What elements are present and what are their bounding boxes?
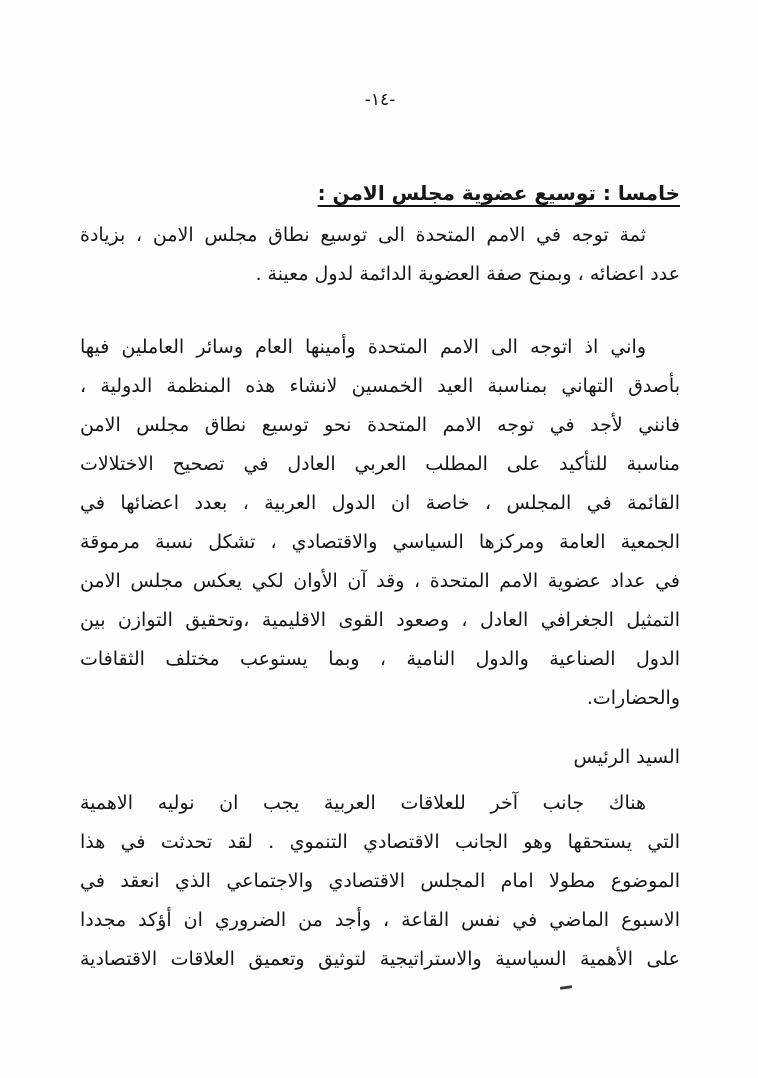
text-line: الموضوع مطولا امام المجلس الاقتصادي والاجتماعي الذي انعقد في: [80, 870, 680, 892]
text-line: القائمة في المجلس ، خاصة ان الدول العربية ، بعدد اعضائها في: [80, 492, 680, 514]
salutation-subheading: السيد الرئيس: [573, 746, 680, 768]
text-line: على الأهمية السياسية والاستراتيجية لتوثيق وتعميق العلاقات الاقتصادية: [80, 948, 680, 970]
text-line: مناسبة للتأكيد على المطلب العربي العادل في تصحيح الاختلالات: [80, 453, 680, 475]
text-line: ثمة توجه في الامم المتحدة الى توسيع نطاق مجلس الامن ، بزيادة: [80, 224, 646, 246]
page-number: -١٤-: [364, 90, 396, 110]
text-line: عدد اعضائه ، وبمنح صفة العضوية الدائمة لدول معينة .: [255, 263, 680, 285]
text-line: في عداد عضوية الامم المتحدة ، وقد آن الأوان لكي يعكس مجلس الامن: [80, 570, 680, 592]
text-line: هناك جانب آخر للعلاقات العربية يجب ان نوليه الاهمية: [80, 792, 646, 814]
text-line: فانني لأجد في توجه الامم المتحدة نحو توسيع نطاق مجلس الامن: [80, 414, 680, 436]
paragraph-1: [80, 216, 680, 294]
text-line: بأصدق التهاني بمناسبة العيد الخمسين لانشاء هذه المنظمة الدولية ،: [80, 375, 680, 397]
text-line: واني اذ اتوجه الى الامم المتحدة وأمينها العام وسائر العاملين فيها: [80, 336, 646, 358]
paragraph-2: [80, 328, 680, 718]
text-line: التي يستحقها وهو الجانب الاقتصادي التنموي . لقد تحدثت في هذا: [80, 831, 680, 853]
text-line: الاسبوع الماضي في نفس القاعة ، وأجد من الضروري ان أؤكد مجددا: [80, 909, 680, 931]
paragraph-3: [80, 784, 680, 979]
scan-artifact-mark: [560, 985, 572, 990]
text-line: والحضارات.: [586, 687, 680, 709]
section-heading: خامسا : توسيع عضوية مجلس الامن :: [317, 181, 680, 205]
text-line: الجمعية العامة ومركزها السياسي والاقتصادي ، تشكل نسبة مرموقة: [80, 531, 680, 553]
text-line: الدول الصناعية والدول النامية ، وبما يستوعب مختلف الثقافات: [80, 648, 680, 670]
text-line: التمثيل الجغرافي العادل ، وصعود القوى الاقليمية ،وتحقيق التوازن بين: [80, 609, 680, 631]
